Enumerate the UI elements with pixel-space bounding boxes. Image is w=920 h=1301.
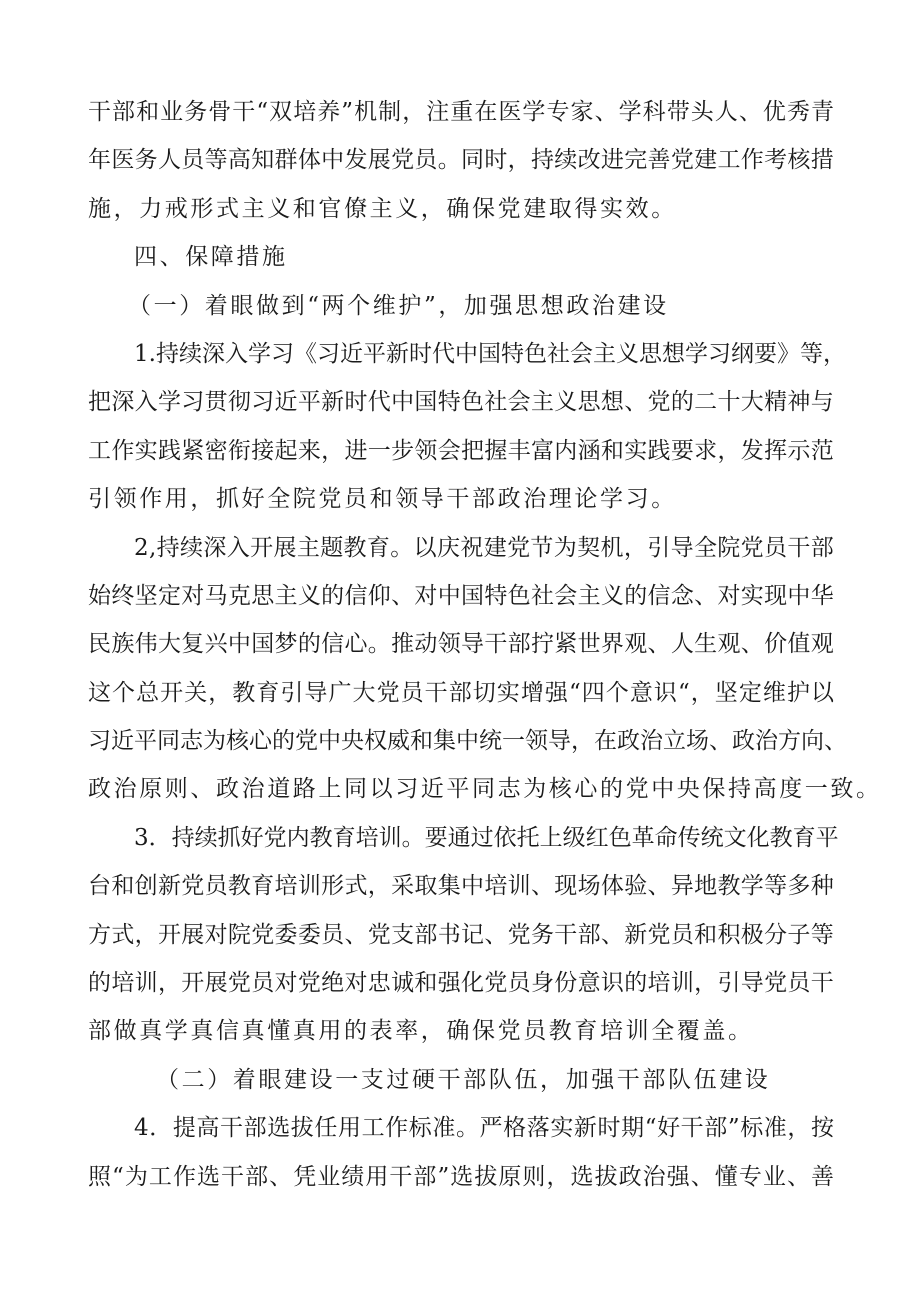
- text-line: 照 “ 为 工 作 选 干 部 、 凭 业 绩 用 干 部 ” 选 拔 原 则 ， 选 拔 政 治 强 、 懂 专 业 、 善: [88, 1163, 834, 1190]
- text-line: 4 ． 提 高 干 部 选 拔 任 用 工 作 标 准 。 严 格 落 实 新 时 期 “ 好 干 部 ” 标 准 ， 按: [134, 1115, 834, 1142]
- text-line: 习 近 平 同 志 为 核 心 的 党 中 央 权 威 和 集 中 统 一 领 导 ， 在 政 治 立 场 、 政 治 方 向 、: [88, 728, 847, 755]
- subsection-heading: （二）着眼建设一支过硬干部队伍，加强干部队伍建设: [156, 1066, 771, 1093]
- text-line: 施，力戒形式主义和官僚主义，确保党建取得实效。: [88, 195, 677, 222]
- text-line: 1 . 持 续 深 入 学 习 《 习 近 平 新 时 代 中 国 特 色 社 会 主 义 思 想 学 习 纲 要 》 等 ，: [134, 340, 846, 367]
- text-line: 工 作 实 践 紧 密 衔 接 起 来 ， 进 一 步 领 会 把 握 丰 富 内 涵 和 实 践 要 求 ， 发 挥 示 范: [88, 437, 834, 464]
- text-line: 年 医 务 人 员 等 高 知 群 体 中 发 展 党 员 。 同 时 ， 持 续 改 进 完 善 党 建 工 作 考 核 措: [88, 147, 834, 174]
- text-line: 引领作用，抓好全院党员和领导干部政治理论学习。: [88, 486, 677, 513]
- section-heading: 四、保障措施: [134, 244, 288, 271]
- text-line: 的 培 训 ， 开 展 党 员 对 党 绝 对 忠 诚 和 强 化 党 员 身 份 意 识 的 培 训 ， 引 导 党 员 干: [88, 970, 834, 997]
- text-line: 民 族 伟 大 复 兴 中 国 梦 的 信 心 。 推 动 领 导 干 部 拧 紧 世 界 观 、 人 生 观 、 价 值 观: [88, 631, 834, 658]
- text-line: 把 深 入 学 习 贯 彻 习 近 平 新 时 代 中 国 特 色 社 会 主 义 思 想 、 党 的 二 十 大 精 神 与: [88, 389, 834, 416]
- text-line: 台 和 创 新 党 员 教 育 培 训 形 式 ， 采 取 集 中 培 训 、 现 场 体 验 、 异 地 教 学 等 多 种: [88, 873, 834, 900]
- document-body: [88, 88, 882, 1201]
- text-line: 这 个 总 开 关 ， 教 育 引 导 广 大 党 员 干 部 切 实 增 强 “ 四 个 意 识 “ ， 坚 定 维 护 以: [88, 679, 834, 706]
- text-line: 方 式 ， 开 展 对 院 党 委 委 员 、 党 支 部 书 记 、 党 务 干 部 、 新 党 员 和 积 极 分 子 等: [88, 921, 834, 948]
- text-line: 3 ． 持 续 抓 好 党 内 教 育 培 训 。 要 通 过 依 托 上 级 红 色 革 命 传 统 文 化 教 育 平: [134, 824, 839, 851]
- text-line: 政治原则、政治道路上同以习近平同志为核心的党中央保持高度一致。: [88, 776, 882, 803]
- text-line: 始 终 坚 定 对 马 克 思 主 义 的 信 仰 、 对 中 国 特 色 社 会 主 义 的 信 念 、 对 实 现 中 华: [88, 582, 834, 609]
- text-line: 部做真学真信真懂真用的表率，确保党员教育培训全覆盖。: [88, 1018, 754, 1045]
- subsection-heading: （一）着眼做到“两个维护”，加强思想政治建设: [128, 292, 669, 319]
- text-line: 干 部 和 业 务 骨 干 “ 双 培 养 ” 机 制 ， 注 重 在 医 学 专 家 、 学 科 带 头 人 、 优 秀 青: [88, 99, 834, 125]
- text-line: 2 , 持 续 深 入 开 展 主 题 教 育 。 以 庆 祝 建 党 节 为 契 机 ， 引 导 全 院 党 员 干 部: [134, 534, 834, 561]
